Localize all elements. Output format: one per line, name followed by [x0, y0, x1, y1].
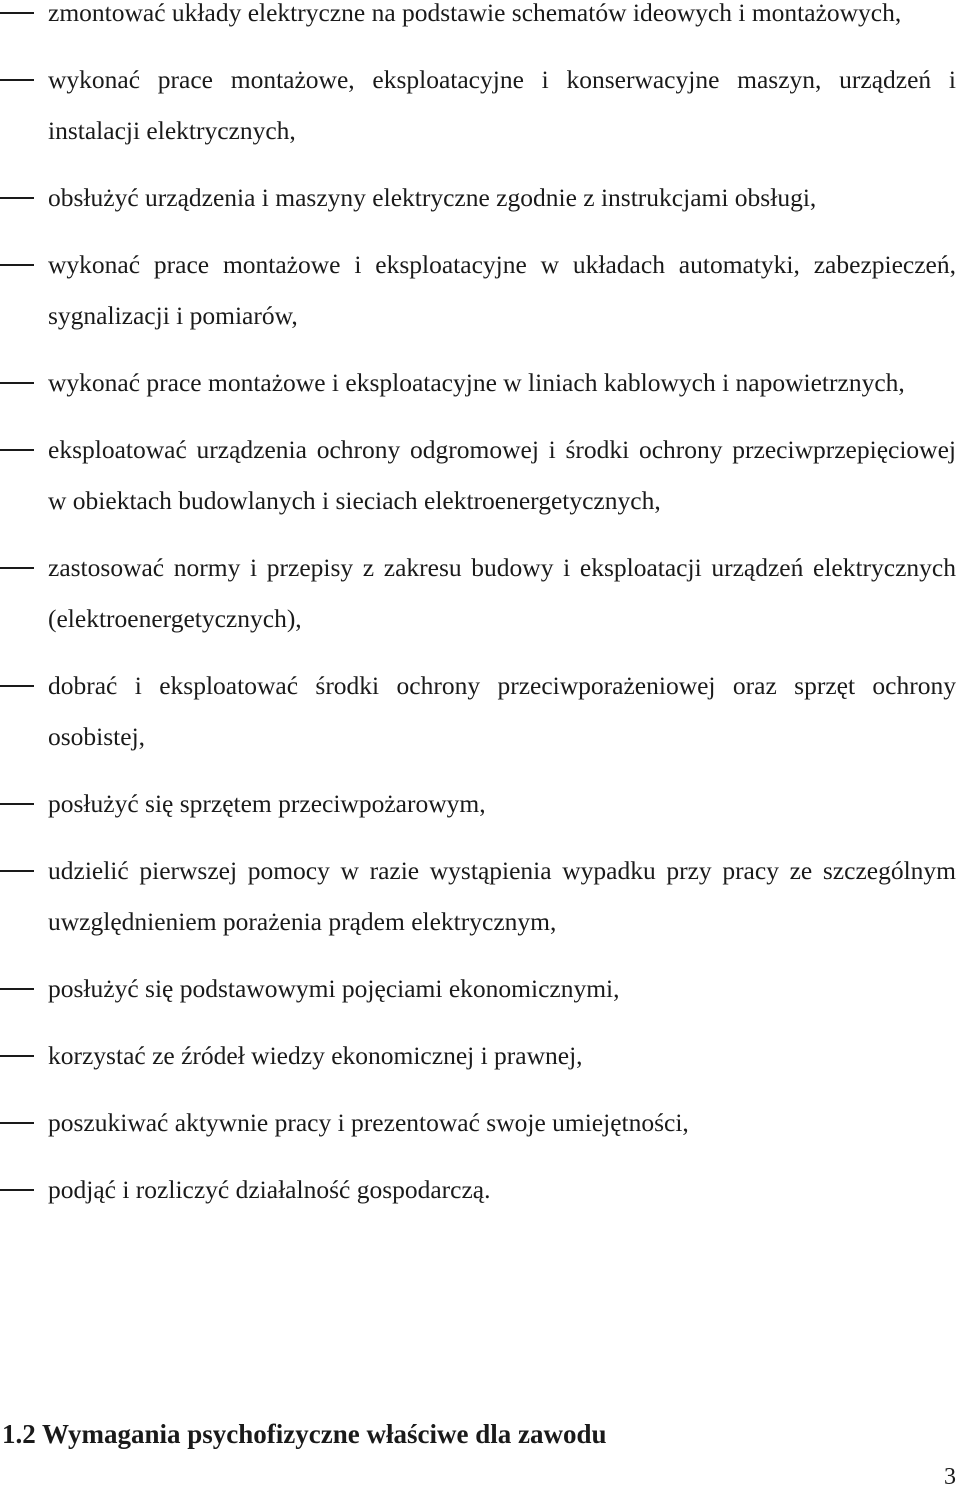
list-item-text: zastosować normy i przepisy z zakresu budowy i eksploatacji urządzeń elektrycznych (elektroenergetycznych),: [48, 553, 956, 633]
list-item: [0, 1097, 960, 1148]
dash-bullet: [0, 870, 34, 872]
dash-bullet: [0, 79, 34, 81]
dash-bullet: [0, 803, 34, 805]
list-item: [0, 1164, 960, 1215]
dash-bullet: [0, 264, 34, 266]
list-item-text: obsłużyć urządzenia i maszyny elektryczne zgodnie z instrukcjami obsługi,: [48, 183, 817, 212]
list-item: [0, 172, 960, 223]
list-item: [0, 778, 960, 829]
list-item-text: wykonać prace montażowe i eksploatacyjne w liniach kablowych i napowietrznych,: [48, 368, 905, 397]
list-item: [0, 54, 960, 156]
list-item: [0, 542, 960, 644]
dash-bullet: [0, 382, 34, 384]
list-item: [0, 357, 960, 408]
list-item-text: posłużyć się podstawowymi pojęciami ekonomicznymi,: [48, 974, 620, 1003]
list-item: [0, 0, 960, 38]
list-item-text: poszukiwać aktywnie pracy i prezentować swoje umiejętności,: [48, 1108, 689, 1137]
list-item: [0, 963, 960, 1014]
list-item-text: posłużyć się sprzętem przeciwpożarowym,: [48, 789, 486, 818]
dash-bullet: [0, 12, 34, 14]
list-item-text: zmontować układy elektryczne na podstawie schematów ideowych i montażowych,: [48, 0, 902, 27]
dash-bullet: [0, 197, 34, 199]
list-item-text: wykonać prace montażowe, eksploatacyjne i konserwacyjne maszyn, urządzeń i instalacji elektrycznych,: [48, 65, 956, 145]
section-heading: 1.2 Wymagania psychofizyczne właściwe dla zawodu: [2, 1419, 607, 1449]
list-item: [0, 1030, 960, 1081]
page-number: 3: [944, 1464, 956, 1490]
list-item: [0, 660, 960, 762]
dash-bullet: [0, 1055, 34, 1057]
dash-bullet: [0, 988, 34, 990]
dash-bullet: [0, 1189, 34, 1191]
dash-bullet: [0, 567, 34, 569]
list-item: [0, 424, 960, 526]
dash-bullet: [0, 449, 34, 451]
list-item-text: korzystać ze źródeł wiedzy ekonomicznej i prawnej,: [48, 1041, 583, 1070]
list-item-text: dobrać i eksploatować środki ochrony przeciwporażeniowej oraz sprzęt ochrony osobistej,: [48, 671, 956, 751]
list-item: [0, 239, 960, 341]
list-item-text: wykonać prace montażowe i eksploatacyjne w układach automatyki, zabezpieczeń, sygnalizacji i pomiarów,: [48, 250, 956, 330]
list-item: [0, 845, 960, 947]
list-item-text: eksploatować urządzenia ochrony odgromowej i środki ochrony przeciwprzepięciowej w obiektach budowlanych i sieciach elektroenergetycznych,: [48, 435, 956, 515]
dash-bullet: [0, 1122, 34, 1124]
list-item-text: podjąć i rozliczyć działalność gospodarczą.: [48, 1175, 491, 1204]
dash-bullet: [0, 685, 34, 687]
list-item-text: udzielić pierwszej pomocy w razie wystąpienia wypadku przy pracy ze szczególnym uwzględnieniem porażenia prądem elektrycznym,: [48, 856, 956, 936]
